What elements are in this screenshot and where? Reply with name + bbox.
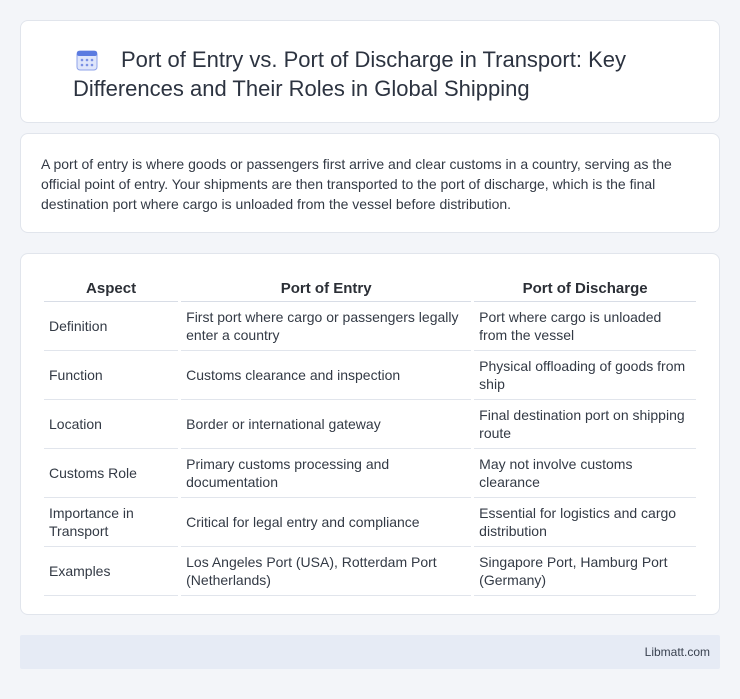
row-discharge-value: Singapore Port, Hamburg Port (Germany) (474, 547, 696, 596)
row-aspect: Examples (44, 547, 178, 596)
table-row (44, 498, 696, 547)
table-row (44, 302, 696, 351)
row-entry-value: Border or international gateway (181, 400, 471, 449)
page-title: Port of Entry vs. Port of Discharge in Transport: Key Differences and Their Roles in Global Shipping (73, 47, 626, 101)
row-entry-value: Customs clearance and inspection (181, 351, 471, 400)
page-title-wrap (73, 45, 693, 103)
title-card (20, 20, 720, 123)
row-entry-value: Primary customs processing and documentation (181, 449, 471, 498)
comparison-card (20, 253, 720, 615)
footer-site-link[interactable]: Libmatt.com (644, 645, 710, 659)
row-discharge-value: Port where cargo is unloaded from the vessel (474, 302, 696, 351)
footer-bar (20, 635, 720, 669)
intro-card (20, 133, 720, 233)
row-discharge-value: May not involve customs clearance (474, 449, 696, 498)
row-entry-value: First port where cargo or passengers legally enter a country (181, 302, 471, 351)
header-port-of-discharge: Port of Discharge (474, 276, 696, 302)
row-entry-value: Los Angeles Port (USA), Rotterdam Port (Netherlands) (181, 547, 471, 596)
row-aspect: Location (44, 400, 178, 449)
table-row (44, 547, 696, 596)
calendar-icon (76, 49, 98, 71)
row-aspect: Definition (44, 302, 178, 351)
intro-paragraph: A port of entry is where goods or passengers first arrive and clear customs in a country, serving as the official point of entry. Your shipments are then transported to the port of discharge, which is the final destination port where cargo is unloaded from the vessel before distribution. (41, 156, 672, 212)
row-discharge-value: Essential for logistics and cargo distribution (474, 498, 696, 547)
table-row (44, 400, 696, 449)
table-row (44, 449, 696, 498)
comparison-table (41, 276, 699, 596)
row-discharge-value: Final destination port on shipping route (474, 400, 696, 449)
row-aspect: Function (44, 351, 178, 400)
row-aspect: Importance in Transport (44, 498, 178, 547)
row-entry-value: Critical for legal entry and compliance (181, 498, 471, 547)
row-aspect: Customs Role (44, 449, 178, 498)
header-port-of-entry: Port of Entry (181, 276, 471, 302)
row-discharge-value: Physical offloading of goods from ship (474, 351, 696, 400)
header-aspect: Aspect (44, 276, 178, 302)
table-header-row (44, 276, 696, 302)
table-row (44, 351, 696, 400)
